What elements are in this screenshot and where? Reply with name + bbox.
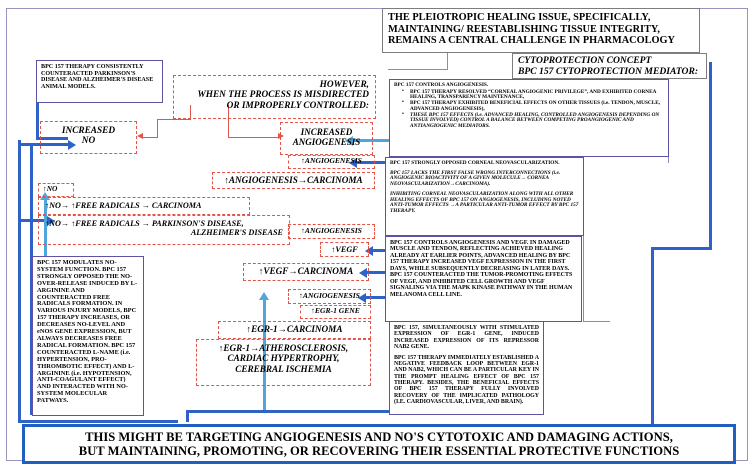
connector-however-no-v xyxy=(157,119,158,137)
vegf-control-box xyxy=(385,236,582,322)
angiogenesis-carcinoma-box xyxy=(212,172,375,189)
angiogenesis-control-box xyxy=(389,79,669,157)
no-small-box xyxy=(38,183,74,197)
egr1-carcinoma-text: ↑EGR-1→CARCINOMA xyxy=(246,324,343,334)
angiogenesis-small-text: ↑ANGIOGENESIS xyxy=(301,156,362,165)
increased-angiogenesis-box xyxy=(280,122,373,155)
egr1-athero-line-2: CARDIAC HYPERTROPHY, xyxy=(227,353,340,364)
connector-bottom-v xyxy=(186,410,189,422)
neovasc-p4: ANTI-TUMOR EFFECTS →A PARTICULAR ANTI-TUMOR EFFECT BY BPC 157 THERAPY. xyxy=(390,202,579,215)
egr1-athero-line-3: CEREBRAL ISCHEMIA xyxy=(235,363,332,374)
vegf-box-text: BPC 157 CONTROLS ANGIOGENESIS AND VEGF. IN DAMAGED MUSCLE AND TENDON, REFLECTING ACHIEVED HEALING ALREADY AT EARLIER POINTS, ADVANCED HEALING BY BPC 157 THERAPY INCREASED VEGF EXPRESSION IN THE FIRST DAYS, WHILE SUBSEQUENTLY DECREASING IN LATER DAYS. BPC 157 COUNTERACTED THE TUMOR-PROMOTING EFFECTS OF VEGF, AND INHIBITED CELL GROWTH AND VEGF SIGNALING VIA THE MAPK KINASE PATHWAY IN THE HUMAN MELANOMA CELL LINE. xyxy=(390,240,573,298)
connector-left-inner-v xyxy=(30,146,33,272)
angio-bullet-1: • BPC 157 THERAPY RESOLVED “CORNEAL ANGIOGENIC PRIVILEGE”, AND EXHIBITED CORNEA HEALING, TRANSPARENCY MAINTENANCE, xyxy=(403,90,664,101)
title-line-1: THE PLEIOTROPIC HEALING ISSUE, SPECIFICALLY, xyxy=(388,12,651,23)
connector-however-no-h2 xyxy=(143,137,158,138)
increased-no-line-2: NO xyxy=(81,136,96,147)
connector-rightbox-frame-4 xyxy=(583,321,610,322)
increased-angiogenesis-line-2: ANGIOGENESIS xyxy=(292,137,361,148)
increased-angiogenesis-line-1: INCREASED xyxy=(300,127,353,137)
egr-box-p2: BPC 157 THERAPY IMMEDIATELY ESTABLISHED A NEGATIVE FEEDBACK LOOP BETWEEN EGR-1 AND NAB2, WHICH CAN BE A PARTICULAR KEY IN THE PROMPT HEALING EFFECT OF BPC 157 THERAPY. BESIDES, THE BENEFICIAL EFFECTS OF BPC 157 THERAPY FULLY INVOLVED RECOVERY OF THE IMPLICATED PATHOLOGY (I.E. CARDIOVASCULAR, LIVER, AND BRAIN). xyxy=(394,354,539,406)
however-line-3: OR IMPROPERLY CONTROLLED: xyxy=(226,100,369,111)
angiogenesis-small2-text: ↑ANGIOGENESIS xyxy=(301,226,362,235)
cytoprotection-line-1: CYTOPROTECTION CONCEPT xyxy=(518,55,652,66)
egr1-carcinoma-box xyxy=(218,321,371,339)
angio-box-head: BPC 157 CONTROLS ANGIOGENESIS. xyxy=(394,82,489,88)
egr1-atherosclerosis-box xyxy=(196,339,371,386)
connector-right-loop-vertical2 xyxy=(651,247,654,427)
angiogenesis-carcinoma-text: ↑ANGIOGENESIS→CARCINOMA xyxy=(224,175,363,185)
egr-box-p1: BPC 157, SIMULTANEOUSLY WITH STIMULATED EXPRESSION OF EGR-1 GENE, INDUCED INCREASED EXPRESSION OF ITS REPRESSOR NAB2 GENE. xyxy=(394,325,539,351)
title-banner xyxy=(382,8,700,53)
egr1-gene-box xyxy=(300,305,371,319)
angiogenesis-small3-text: ↑ANGIOGENESIS xyxy=(299,291,360,300)
no-free-radicals-pd-line-2: ALZHEIMER'S DISEASE xyxy=(190,228,283,238)
however-line-2: WHEN THE PROCESS IS MISDIRECTED xyxy=(197,90,369,101)
no-small-text: ↑NO xyxy=(43,184,58,193)
neovasc-p2: BPC 157 LACKS THE FIRST FALSE WRONG INTERCONNECTIONS (i.e. ANGIOGENIC BIOACTIVITY OF A GIVEN MOLECULE→ CORNEA NEOVASCULARIZATION→CARCINOMA). xyxy=(390,169,561,188)
cytoprotection-line-2: BPC 157 CYTOPROTECTION MEDIATOR: xyxy=(518,65,699,77)
no-free-radicals-carcinoma-box xyxy=(38,197,250,215)
egr1-athero-line-1: ↑EGR-1→ATHEROSCLEROSIS, xyxy=(218,343,349,353)
neovasc-p1: BPC 157 STRONGLY OPPOSED CORNEAL NEOVASCULARIZATION. xyxy=(390,160,560,166)
increased-no-line-1: INCREASED xyxy=(61,126,116,136)
angiogenesis-small2-box xyxy=(288,224,375,239)
egr1-gene-text: ↑EGR-1 GENE xyxy=(311,306,360,315)
connector-title-to-however-h xyxy=(388,69,448,70)
arrow-egr-up xyxy=(259,292,269,300)
connector-rightbox-frame-3 xyxy=(583,236,584,322)
title-line-2: MAINTAINING/ REESTABLISHING TISSUE INTEGRITY, xyxy=(388,23,660,35)
neovascularization-box xyxy=(385,157,584,236)
angiogenesis-small3-box xyxy=(288,289,371,304)
cytoprotection-header xyxy=(512,53,707,79)
connector-however-no-h1 xyxy=(157,119,190,120)
however-line-1: HOWEVER, xyxy=(319,80,369,90)
angio-box-bullets xyxy=(394,90,664,130)
vegf-box xyxy=(320,242,369,257)
angio-bullet-3: • THESE BPC 157 EFFECTS (i.e. ADVANCED HEALING, CONTROLLED ANGIOGENESIS DEPENDING ON TISSUE INVOLVED) CONTROL A BALANCE BETWEEN COMPETING PROANGIOGENIC AND ANTIANGIOGENIC MEDIATORS. xyxy=(403,113,664,130)
angio-bullet-2: • BPC 157 THERAPY EXHIBITED BENEFICIAL EFFECTS ON OTHER TISSUES (i.e. TENDON, MUSCLE, ADVANCED ANGIOGENESIS), xyxy=(403,101,664,112)
egr-nab2-box xyxy=(389,321,544,415)
vegf-carcinoma-box xyxy=(243,263,369,281)
bottom-banner-line-2: BUT MAINTAINING, PROMOTING, OR RECOVERING THEIR ESSENTIAL PROTECTIVE FUNCTIONS xyxy=(78,444,680,459)
no-system-text: BPC 157 MODULATES NO-SYSTEM FUNCTION. BPC 157 STRONGLY OPPOSED THE NO-OVER-RELEASE INDUCED BY L-ARGININE AND COUNTERACTED FREE RADICALS FORMATION. IN VARIOUS INJURY MODELS, BPC 157 THERAPY INCREASES, OR DECREASES NO-LEVEL AND eNOS GENE EXPRESSION, BUT ALWAYS DECREASES FREE RADICAL FORMATION. BPC 157 COUNTERACTED L-NAME (i.e. HYPERTENSION, PRO-THROMBOTIC EFFECT) AND L-ARGININE (i.e. HYPOTENSION, ANTI-COAGULANT EFFECT) AND INTERACTED WITH NO-SYSTEM MOLECULAR PATWAYS. xyxy=(37,259,138,405)
no-free-radicals-carcinoma-text: ↑NO→ ↑FREE RADICALS → CARCINOMA xyxy=(45,201,202,210)
parkinson-box xyxy=(36,60,163,103)
vegf-text: ↑VEGF xyxy=(331,245,358,254)
neovasc-p3: INHIBITING CORNEAL NEOVASCULARIZATION ALONG WITH ALL OTHER HEALING EFFECTS OF BPC 157 ON ANGIOGENESIS, INCLUDING NOTED xyxy=(390,190,574,203)
bottom-banner xyxy=(22,424,736,464)
connector-right-loop-vertical xyxy=(709,62,712,248)
connector-left-outer-h-bottom xyxy=(18,420,178,423)
arrow-to-increased-no xyxy=(137,133,143,139)
connector-however-ang-h xyxy=(228,137,278,138)
bottom-banner-line-1: THIS MIGHT BE TARGETING ANGIOGENESIS AND NO'S CYTOTOXIC AND DAMAGING ACTIONS, xyxy=(85,430,673,444)
connector-right-loop-h xyxy=(651,247,712,250)
however-box xyxy=(173,75,376,119)
vegf-carcinoma-text: ↑VEGF→CARCINOMA xyxy=(258,266,354,276)
no-free-radicals-pd-box xyxy=(38,215,290,245)
title-line-3: REMAINS A CENTRAL CHALLENGE IN PHARMACOLOGY xyxy=(388,35,675,47)
angiogenesis-small-box xyxy=(288,155,375,169)
increased-no-box xyxy=(40,121,137,154)
connector-left-outer-v xyxy=(18,140,21,423)
parkinson-box-text: BPC 157 THERAPY CONSISTENTLY COUNTERACTED PARKINSON'S DISEASE AND ALZHEIMER'S DISEASE ANIMAL MODELS. xyxy=(41,64,154,90)
no-free-radicals-pd-line-1: ↑NO→ ↑FREE RADICALS → PARKINSON'S DISEASE, xyxy=(45,219,244,228)
no-system-box xyxy=(32,256,144,416)
